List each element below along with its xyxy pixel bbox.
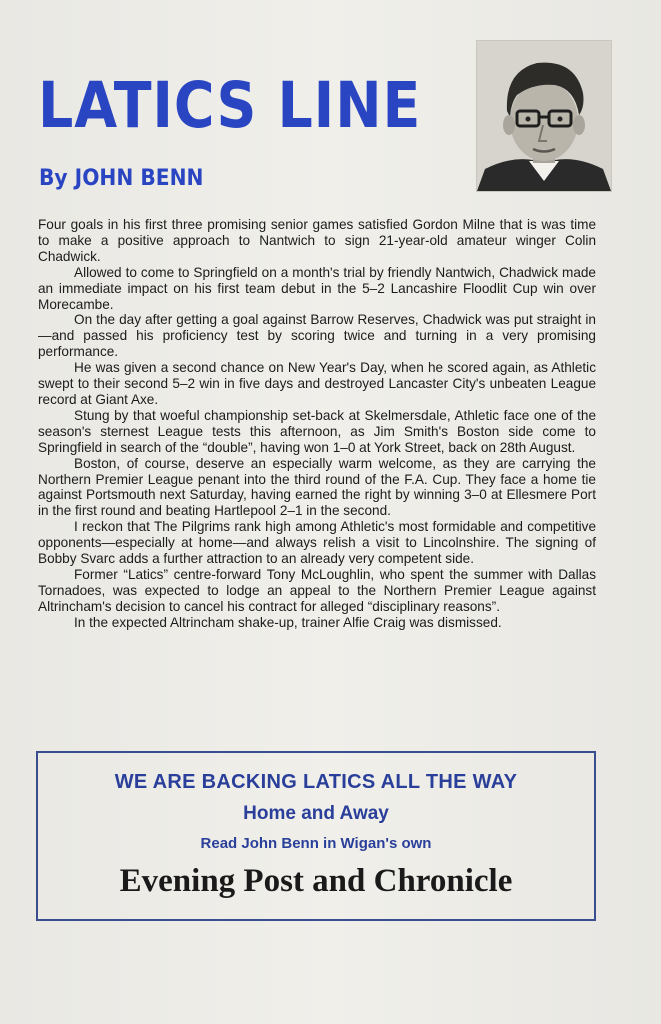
article-body bbox=[38, 217, 596, 631]
advert-subslogan: Home and Away bbox=[243, 803, 389, 824]
article-paragraph: Allowed to come to Springfield on a month's trial by friendly Nantwich, Chadwick made an immediate impact on his first team debut in the 5–2 Lancashire Floodlit Cup win over Morecambe. bbox=[38, 264, 596, 312]
newspaper-advert-box bbox=[36, 751, 596, 921]
newspaper-masthead: Evening Post and Chronicle bbox=[119, 863, 513, 899]
author-byline: By JOHN BENN bbox=[39, 166, 204, 191]
article-paragraph: He was given a second chance on New Year's Day, when he scored again, as Athletic swept to their second 5–2 win in five days and destroyed Lancaster City's unbeaten League record at Giant Axe. bbox=[38, 360, 596, 407]
article-paragraph: Boston, of course, deserve an especially warm welcome, as they are carrying the Northern Premier League penant into the third round of the F.A. Cup. They face a home tie against Portsmouth next Saturday, having earned the right by winning 3–0 at Ellesmere Port in the first round and beating Hartlepool 2–1 in the second. bbox=[38, 455, 596, 519]
page-title: LATICS LINE bbox=[38, 69, 422, 142]
article-paragraph: Former “Latics” centre-forward Tony McLoughlin, who spent the summer with Dallas Tornadoes, was expected to lodge an appeal to the Northern Premier League against Altrincham's decision to cancel his contract for alleged “disciplinary reasons”. bbox=[38, 566, 596, 614]
advert-callout: Read John Benn in Wigan's own bbox=[200, 835, 432, 852]
article-paragraph: Four goals in his first three promising senior games satisfied Gordon Milne that is was time to make a positive approach to Nantwich to sign 21-year-old amateur winger Colin Chadwick. bbox=[38, 217, 596, 264]
article-paragraph: I reckon that The Pilgrims rank high among Athletic's most formidable and competitive opponents—especially at home—and always relish a visit to Lincolnshire. The signing of Bobby Svarc adds a further attraction to an already very competent side. bbox=[38, 519, 596, 567]
article-paragraph: In the expected Altrincham shake-up, trainer Alfie Craig was dismissed. bbox=[74, 614, 502, 630]
author-portrait-photo bbox=[476, 40, 612, 192]
advert-slogan: WE ARE BACKING LATICS ALL THE WAY bbox=[114, 771, 518, 793]
article-paragraph: Stung by that woeful championship set-back at Skelmersdale, Athletic face one of the season's sternest League tests this afternoon, as Jim Smith's Boston side come to Springfield in search of the “double”, having won 1–0 at York Street, back on 28th August. bbox=[38, 407, 596, 455]
article-paragraph: On the day after getting a goal against Barrow Reserves, Chadwick was put straight in—and passed his proficiency test by scoring twice and turning in a very promising performance. bbox=[38, 312, 596, 360]
